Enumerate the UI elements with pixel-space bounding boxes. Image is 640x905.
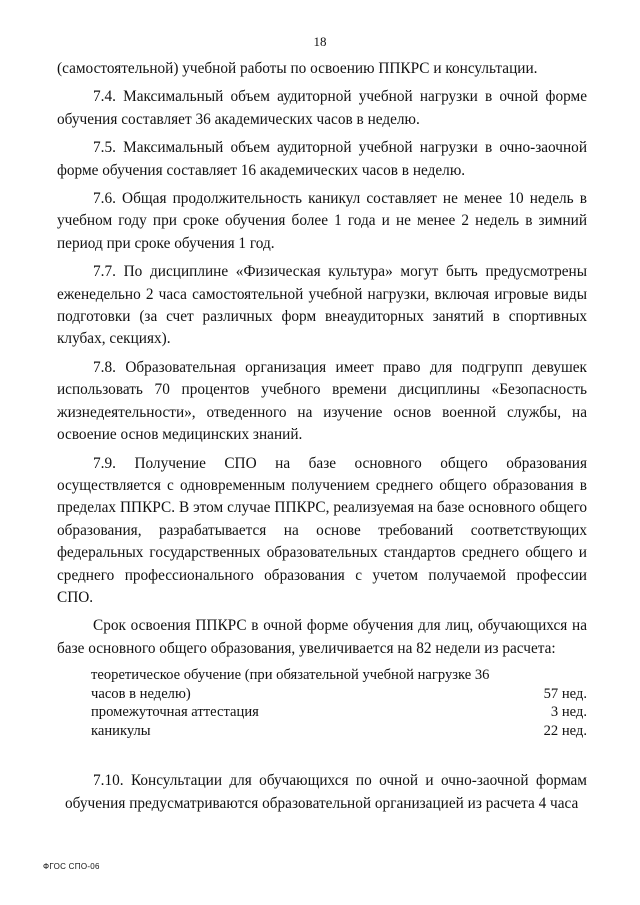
term-row-holidays bbox=[91, 722, 587, 741]
document-footer-code: ФГОС СПО-06 bbox=[43, 862, 100, 871]
paragraph-7-3-continuation: (самостоятельной) учебной работы по освоению ППКРС и консультации. bbox=[57, 60, 538, 77]
term-holidays-value: 22 нед. bbox=[543, 722, 587, 739]
paragraph-7-4: 7.4. Максимальный объем аудиторной учебной нагрузки в очной форме обучения составляет 36 академических часов в неделю. bbox=[57, 88, 587, 128]
document-body bbox=[57, 58, 587, 821]
term-holidays-label: каникулы bbox=[91, 722, 151, 739]
term-attestation-label: промежуточная аттестация bbox=[91, 704, 259, 721]
paragraph-7-10: 7.10. Консультации для обучающихся по очной и очно-заочной формам обучения предусматриваются образовательной организацией из расчета 4 часа bbox=[65, 772, 587, 812]
paragraph-7-6: 7.6. Общая продолжительность каникул составляет не менее 10 недель в учебном году при сроке обучения более 1 года и не менее 2 недель в зимний период при сроке обучения 1 год. bbox=[57, 190, 587, 252]
term-attestation-value: 3 нед. bbox=[550, 704, 587, 721]
paragraph-7-7: 7.7. По дисциплине «Физическая культура» могут быть предусмотрены еженедельно 2 часа самостоятельной учебной нагрузки, включая игровые виды подготовки (за счет различных форм внеаудиторных занятий в спортивных клубах, секциях). bbox=[57, 263, 587, 348]
study-period-breakdown bbox=[91, 666, 587, 740]
term-theory-label-line2: часов в неделю) bbox=[91, 685, 191, 702]
term-theory-value: 57 нед. bbox=[543, 685, 587, 702]
term-theory-label-line1: теоретическое обучение (при обязательной учебной нагрузке 36 bbox=[91, 667, 490, 684]
term-row-theory bbox=[91, 685, 587, 704]
paragraph-7-5: 7.5. Максимальный объем аудиторной учебной нагрузки в очно-заочной форме обучения составляет 16 академических часов в неделю. bbox=[57, 139, 587, 179]
term-row-attestation bbox=[91, 703, 587, 722]
paragraph-7-9: 7.9. Получение СПО на базе основного общего образования осуществляется с одновременным получением среднего общего образования в пределах ППКРС. В этом случае ППКРС, реализуемая на базе основного общего образования, разрабатывается на основе требований соответствующих федеральных государственных образовательных стандартов среднего общего и среднего профессионального образования с учетом получаемой профессии СПО. bbox=[57, 454, 587, 606]
paragraph-study-period: Срок освоения ППКРС в очной форме обучения для лиц, обучающихся на базе основного общего образования, увеличивается на 82 недели из расчета: bbox=[57, 617, 587, 657]
paragraph-7-8: 7.8. Образовательная организация имеет право для подгрупп девушек использовать 70 процентов учебного времени дисциплины «Безопасность жизнедеятельности», отведенного на изучение основ военной службы, на освоение основ медицинских знаний. bbox=[57, 358, 587, 444]
page-number: 18 bbox=[313, 34, 327, 49]
